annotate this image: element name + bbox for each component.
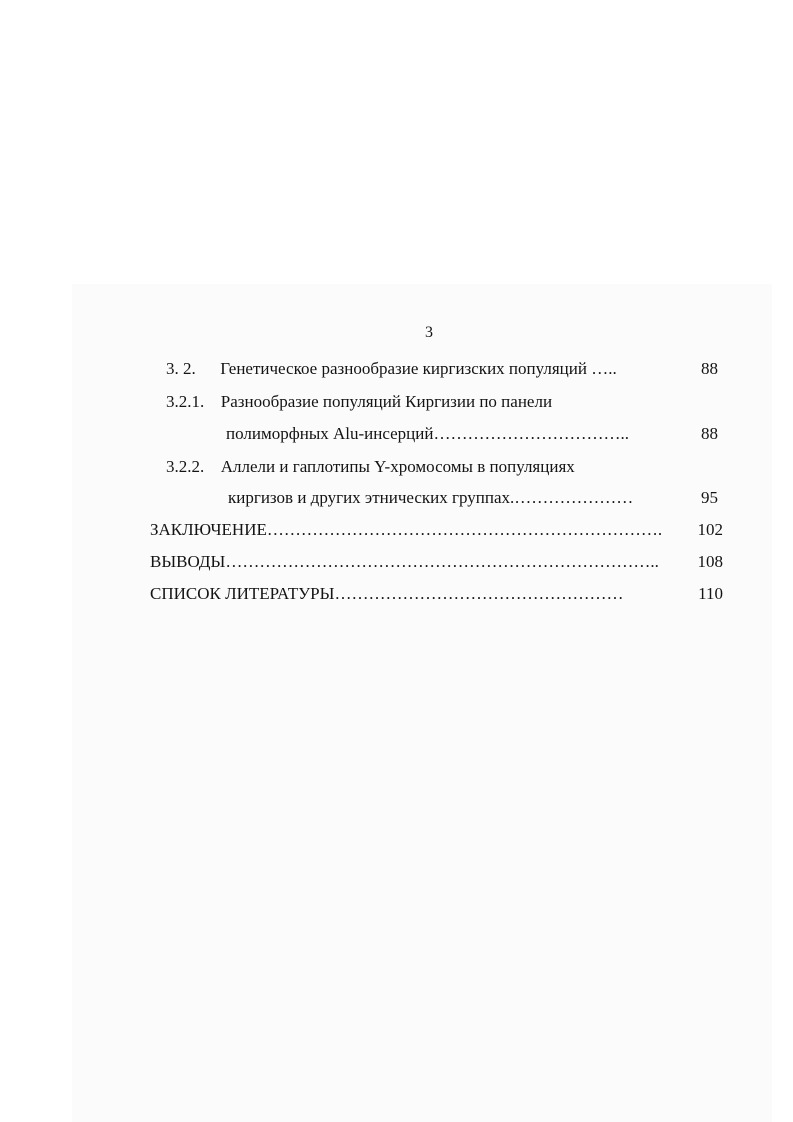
- toc-entry-3-2-1-continuation[interactable]: [226, 424, 629, 444]
- toc-entry-page: 102: [697, 520, 723, 539]
- toc-entry-leader: ……………………………..: [433, 424, 629, 443]
- toc-entry-references[interactable]: [150, 584, 623, 604]
- toc-entry-3-2[interactable]: [166, 359, 617, 379]
- toc-entry-title-continuation: полиморфных Alu-инсерций: [226, 424, 434, 443]
- toc-entry-3-2-2-continuation[interactable]: [228, 488, 633, 508]
- toc-entry-number: 3. 2.: [166, 359, 196, 378]
- page-number: 3: [425, 324, 433, 341]
- toc-entry-leader: …..: [586, 359, 617, 378]
- toc-entry-title-continuation: киргизов и других этнических группах.: [228, 488, 515, 507]
- toc-entry-page: 88: [701, 359, 718, 378]
- toc-entry-number: 3.2.1.: [166, 392, 205, 411]
- toc-entry-3-2-2[interactable]: [166, 457, 575, 477]
- toc-entry-leader: …………………………………………………………………..: [225, 552, 659, 571]
- toc-entry-title: ЗАКЛЮЧЕНИЕ: [150, 520, 267, 539]
- toc-entry-findings[interactable]: [150, 552, 659, 572]
- toc-entry-number: 3.2.2.: [166, 457, 205, 476]
- toc-entry-3-2-1[interactable]: [166, 392, 552, 412]
- toc-entry-title: СПИСОК ЛИТЕРАТУРЫ: [150, 584, 335, 603]
- toc-entry-conclusion[interactable]: [150, 520, 662, 540]
- toc-entry-leader: ……………………………………………: [334, 584, 624, 603]
- toc-entry-page: 110: [698, 584, 723, 603]
- toc-entry-title: Генетическое разнообразие киргизских популяций: [220, 359, 587, 378]
- toc-entry-page: 95: [701, 488, 718, 507]
- toc-entry-page: 108: [697, 552, 723, 571]
- toc-entry-page: 88: [701, 424, 718, 443]
- toc-entry-leader: …………………: [514, 488, 634, 507]
- toc-entry-title: ВЫВОДЫ: [150, 552, 226, 571]
- toc-entry-title: Разнообразие популяций Киргизии по панели: [220, 392, 553, 411]
- toc-entry-title: Аллели и гаплотипы Y-хромосомы в популяциях: [220, 457, 575, 476]
- toc-entry-leader: …………………………………………………………….: [266, 520, 663, 539]
